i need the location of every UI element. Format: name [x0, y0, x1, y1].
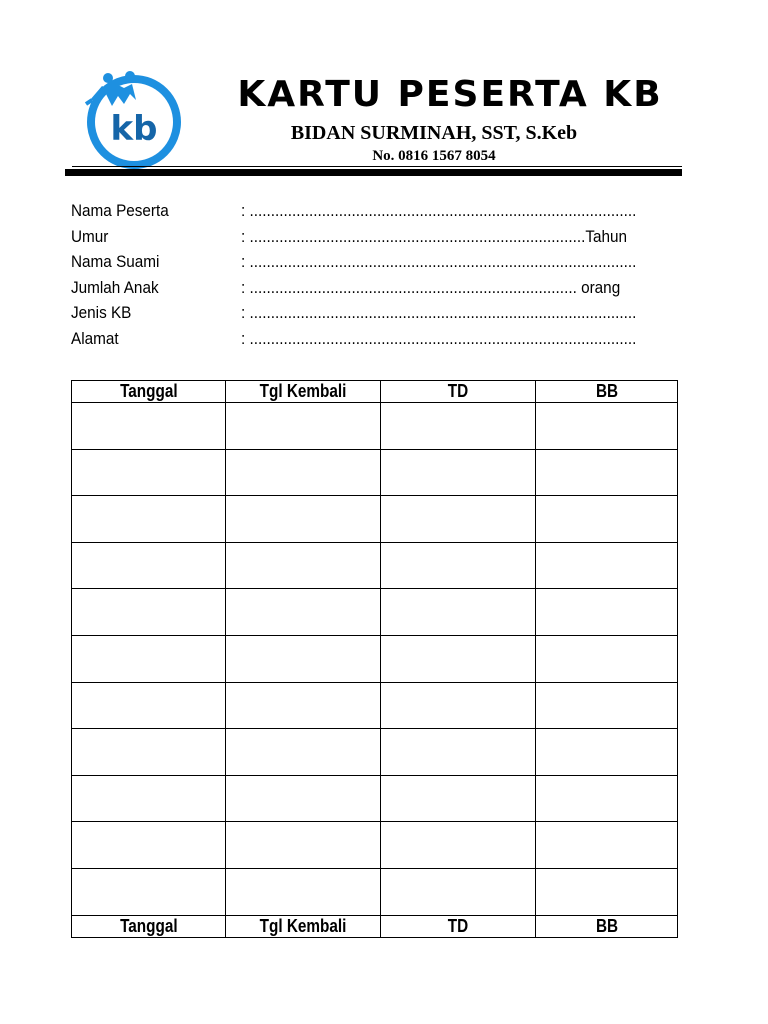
logo-text: kb	[110, 109, 158, 149]
table-cell[interactable]	[226, 775, 381, 822]
table-cell[interactable]	[72, 635, 226, 682]
table-cell[interactable]	[72, 589, 226, 636]
column-header-tanggal: Tanggal	[72, 381, 226, 403]
table-cell[interactable]	[381, 682, 536, 729]
table-header-row	[72, 381, 678, 403]
field-jumlah-anak[interactable]	[71, 278, 671, 304]
table-cell[interactable]	[72, 496, 226, 543]
column-header-tgl-kembali: Tgl Kembali	[226, 381, 381, 403]
column-header-bb: BB	[536, 381, 678, 403]
table-cell[interactable]	[536, 496, 678, 543]
column-footer-tanggal: Tanggal	[72, 915, 226, 937]
field-nama-suami[interactable]	[71, 252, 671, 278]
header-divider-thin	[72, 166, 682, 167]
column-header-td: TD	[381, 381, 536, 403]
table-cell[interactable]	[226, 635, 381, 682]
table-row	[72, 496, 678, 543]
field-value[interactable]: : ...........................................................................................	[241, 303, 637, 322]
table-cell[interactable]	[226, 822, 381, 869]
table-cell[interactable]	[381, 449, 536, 496]
field-value[interactable]: : ...........................................................................................	[241, 328, 637, 348]
table-cell[interactable]	[72, 775, 226, 822]
column-footer-bb: BB	[536, 915, 678, 937]
table-cell[interactable]	[226, 403, 381, 450]
table-cell[interactable]	[536, 403, 678, 450]
midwife-name: BIDAN SURMINAH, SST, S.Keb	[290, 122, 578, 144]
field-label: Jumlah Anak	[71, 277, 159, 297]
table-cell[interactable]	[381, 868, 536, 915]
table-cell[interactable]	[72, 682, 226, 729]
table-cell[interactable]	[226, 868, 381, 915]
table-cell[interactable]	[536, 449, 678, 496]
table-row	[72, 729, 678, 776]
table-cell[interactable]	[72, 729, 226, 776]
field-label: Nama Peserta	[71, 201, 169, 220]
table-row	[72, 449, 678, 496]
table-cell[interactable]	[381, 729, 536, 776]
table-footer-row	[72, 915, 678, 937]
field-label: Nama Suami	[71, 252, 160, 271]
table-cell[interactable]	[226, 449, 381, 496]
table-cell[interactable]	[381, 635, 536, 682]
table-row	[72, 542, 678, 589]
field-nama-peserta[interactable]	[71, 201, 671, 227]
table-cell[interactable]	[226, 542, 381, 589]
kb-logo	[72, 70, 190, 170]
table-cell[interactable]	[536, 589, 678, 636]
table-cell[interactable]	[536, 635, 678, 682]
table-cell[interactable]	[72, 868, 226, 915]
table-cell[interactable]	[72, 449, 226, 496]
table-cell[interactable]	[226, 496, 381, 543]
field-value[interactable]: : ...........................................................................................	[241, 201, 637, 220]
field-label: Jenis KB	[71, 303, 132, 322]
table-cell[interactable]	[536, 729, 678, 776]
field-alamat[interactable]	[71, 329, 671, 355]
table-cell[interactable]	[536, 868, 678, 915]
table-cell[interactable]	[536, 822, 678, 869]
column-footer-td: TD	[381, 915, 536, 937]
table-cell[interactable]	[381, 589, 536, 636]
participant-fields	[71, 201, 671, 354]
table-row	[72, 635, 678, 682]
field-value[interactable]: : ...........................................................................................	[241, 252, 637, 271]
table-row	[72, 822, 678, 869]
visit-log-table	[71, 380, 678, 938]
table-cell[interactable]	[226, 682, 381, 729]
table-cell[interactable]	[536, 542, 678, 589]
field-label: Alamat	[71, 328, 119, 348]
table-cell[interactable]	[381, 403, 536, 450]
table-cell[interactable]	[226, 589, 381, 636]
table-cell[interactable]	[226, 729, 381, 776]
field-value[interactable]: : ............................................................................. orang	[241, 277, 621, 297]
field-umur[interactable]	[71, 227, 671, 253]
column-footer-tgl-kembali: Tgl Kembali	[226, 915, 381, 937]
table-cell[interactable]	[381, 496, 536, 543]
table-cell[interactable]	[381, 822, 536, 869]
field-label: Umur	[71, 226, 109, 246]
table-row	[72, 589, 678, 636]
table-row	[72, 403, 678, 450]
table-cell[interactable]	[536, 682, 678, 729]
table-cell[interactable]	[72, 822, 226, 869]
field-jenis-kb[interactable]	[71, 303, 671, 329]
table-cell[interactable]	[381, 542, 536, 589]
field-value[interactable]: : ...............................................................................Tahun	[241, 226, 628, 246]
phone-number: No. 0816 1567 8054	[372, 148, 496, 164]
table-row	[72, 775, 678, 822]
table-cell[interactable]	[72, 542, 226, 589]
card-title: KARTU PESERTA KB	[237, 74, 663, 115]
table-cell[interactable]	[72, 403, 226, 450]
table-row	[72, 682, 678, 729]
table-cell[interactable]	[536, 775, 678, 822]
table-row	[72, 868, 678, 915]
table-cell[interactable]	[381, 775, 536, 822]
header-divider-thick	[65, 169, 682, 176]
